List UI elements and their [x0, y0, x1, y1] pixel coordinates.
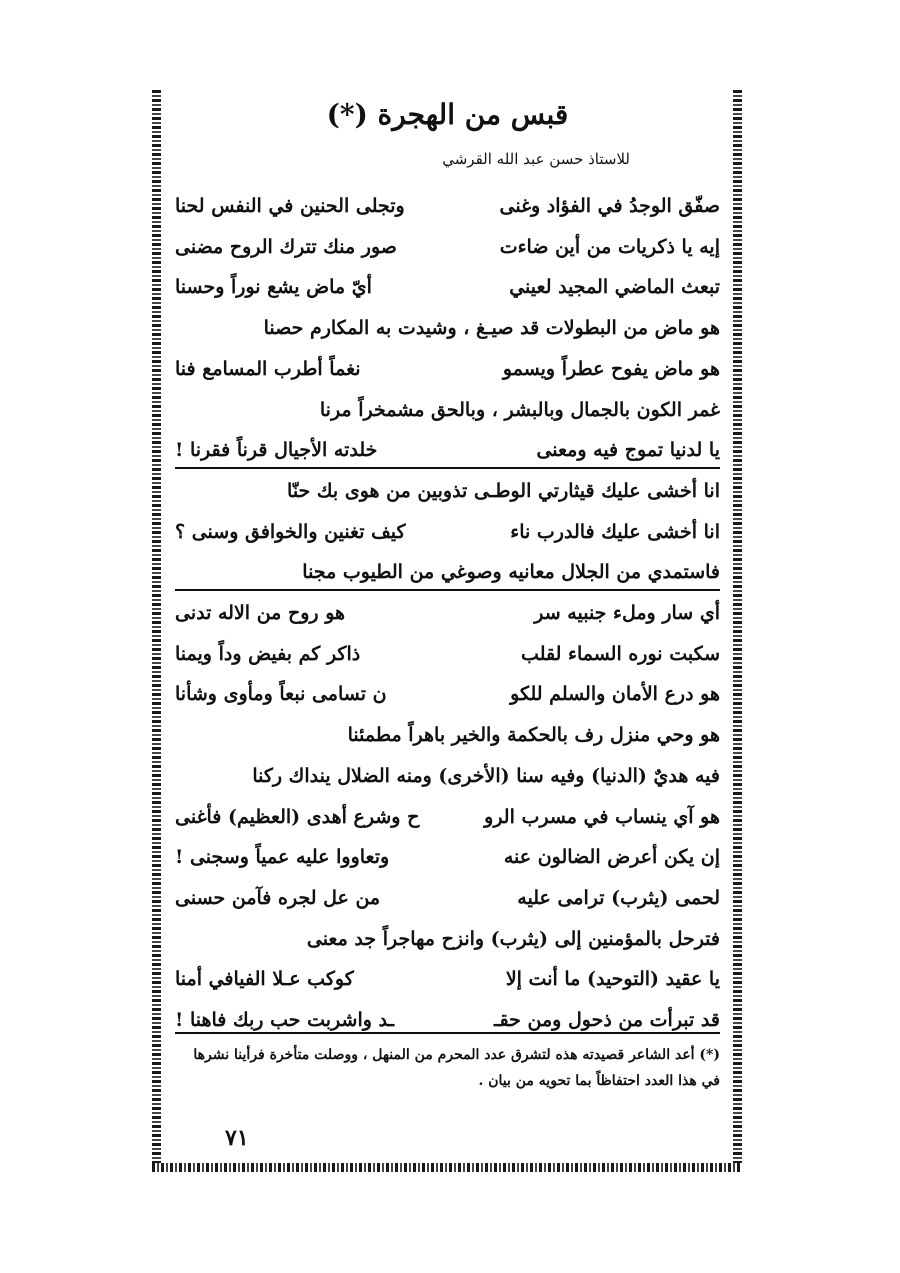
verse-line — [175, 432, 720, 468]
verse-line — [175, 351, 720, 387]
verse-line — [175, 961, 720, 997]
verse-line — [175, 310, 720, 346]
verse-line — [175, 554, 720, 590]
verse-first-hemistich: أي سار وملء جنبيه سر — [534, 602, 720, 624]
verse-second-hemistich: كيف تغنين والخوافق وسنى ؟ — [175, 520, 406, 543]
verse-second-hemistich: ن تسامى نبعاً ومأوى وشأنا — [175, 683, 387, 706]
verse-second-hemistich: خلدته الأجيال قرناً فقرنا ! — [175, 439, 378, 462]
verse-first-hemistich: هو وحي منزل رف بالحكمة والخير باهراً مطمئنا — [347, 724, 720, 747]
verse-first-hemistich: تبعث الماضي المجيد لعيني — [509, 276, 720, 299]
verse-first-hemistich: هو درع الأمان والسلم للكو — [510, 683, 720, 706]
footnote: (*) أعد الشاعر قصيدته هذه لتشرق عدد المحرم من المنهل ، ووصلت متأخرة فرأينا نشرها في هذا العدد احتفاظاً بما تحويه من بيان . — [193, 1047, 720, 1089]
verse-line — [175, 229, 720, 265]
verse-line — [175, 636, 720, 672]
verse-line — [175, 514, 720, 550]
verse-second-hemistich: ـد واشربت حب ربك فاهنا ! — [175, 1009, 395, 1031]
verse-second-hemistich: هو روح من الاله تدنى — [175, 602, 346, 624]
verse-second-hemistich: ذاكر كم بفيض وداً ويمنا — [175, 642, 361, 665]
verse-first-hemistich: سكبت نوره السماء لقلب — [521, 642, 720, 665]
verse-first-hemistich: هو آي ينساب في مسرب الرو — [484, 805, 720, 828]
verse-line — [175, 595, 720, 631]
verse-first-hemistich: فيه هديٌ (الدنيا) وفيه سنا (الأخرى) ومنه الضلال ينداك ركنا — [252, 764, 720, 787]
verse-line — [175, 392, 720, 428]
border-right — [733, 90, 742, 1172]
verse-second-hemistich: نغماً أطرب المسامع فنا — [175, 357, 361, 380]
verse-line — [175, 269, 720, 305]
verse-first-hemistich: يا لدنيا تموج فيه ومعنى — [536, 439, 720, 462]
verse-line — [175, 188, 720, 224]
verse-second-hemistich: صور منك تترك الروح مضنى — [175, 235, 397, 258]
border-bottom — [152, 1163, 742, 1172]
verse-first-hemistich: فترحل بالمؤمنين إلى (يثرب) وانزح مهاجراً جد معنى — [306, 927, 720, 950]
verse-line — [175, 880, 720, 916]
stanza-divider — [175, 467, 720, 469]
verse-line — [175, 839, 720, 875]
verse-second-hemistich: أيّ ماض يشع نوراً وحسنا — [175, 276, 372, 299]
verse-second-hemistich: وتجلى الحنين في النفس لحنا — [175, 195, 405, 217]
verse-first-hemistich: هو ماض يفوح عطراً ويسمو — [502, 357, 720, 380]
verse-first-hemistich: قد تبرأت من ذحول ومن حقـ — [493, 1009, 720, 1031]
verse-line — [175, 676, 720, 712]
page-number: ٧١ — [225, 1125, 249, 1151]
border-left — [152, 90, 161, 1172]
verse-second-hemistich: من عل لجره فآمن حسنى — [175, 886, 381, 909]
verse-line — [175, 717, 720, 753]
verse-line — [175, 758, 720, 794]
verse-first-hemistich: غمر الكون بالجمال وبالبشر ، وبالحق مشمخراً مرنا — [319, 398, 720, 421]
verse-first-hemistich: لحمى (يثرب) ترامى عليه — [517, 886, 720, 909]
verse-first-hemistich: صفّق الوجدُ في الفؤاد وغنى — [499, 195, 720, 217]
verse-second-hemistich: ح وشرع أهدى (العظيم) فأغنى — [175, 805, 420, 828]
verse-second-hemistich: كوكب عـلا الفيافي أمنا — [175, 968, 354, 991]
verse-first-hemistich: انا أخشى عليك قيثارتي الوطـى تذوبين من هوى بك حنّا — [287, 479, 720, 502]
verse-line — [175, 921, 720, 957]
verse-first-hemistich: يا عقيد (التوحيد) ما أنت إلا — [505, 968, 720, 991]
verse-first-hemistich: إيه يا ذكريات من أين ضاءت — [499, 235, 720, 258]
verse-line — [175, 799, 720, 835]
verse-first-hemistich: هو ماض من البطولات قد صيـغ ، وشيدت به المكارم حصنا — [263, 317, 720, 340]
stanza-divider — [175, 589, 720, 591]
verse-first-hemistich: إن يكن أعرض الضالون عنه — [503, 846, 720, 869]
footnote-divider — [175, 1032, 720, 1034]
verse-first-hemistich: فاستمدي من الجلال معانيه وصوغي من الطيوب مجنا — [302, 561, 720, 584]
poem-title: قبس من الهجرة (*) — [326, 98, 569, 131]
poem-author: للاستاذ حسن عبد الله القرشي — [442, 150, 630, 168]
verse-first-hemistich: انا أخشى عليك فالدرب ناء — [510, 520, 720, 543]
verse-line — [175, 473, 720, 509]
verse-second-hemistich: وتعاووا عليه عمياً وسجنى ! — [175, 846, 390, 869]
